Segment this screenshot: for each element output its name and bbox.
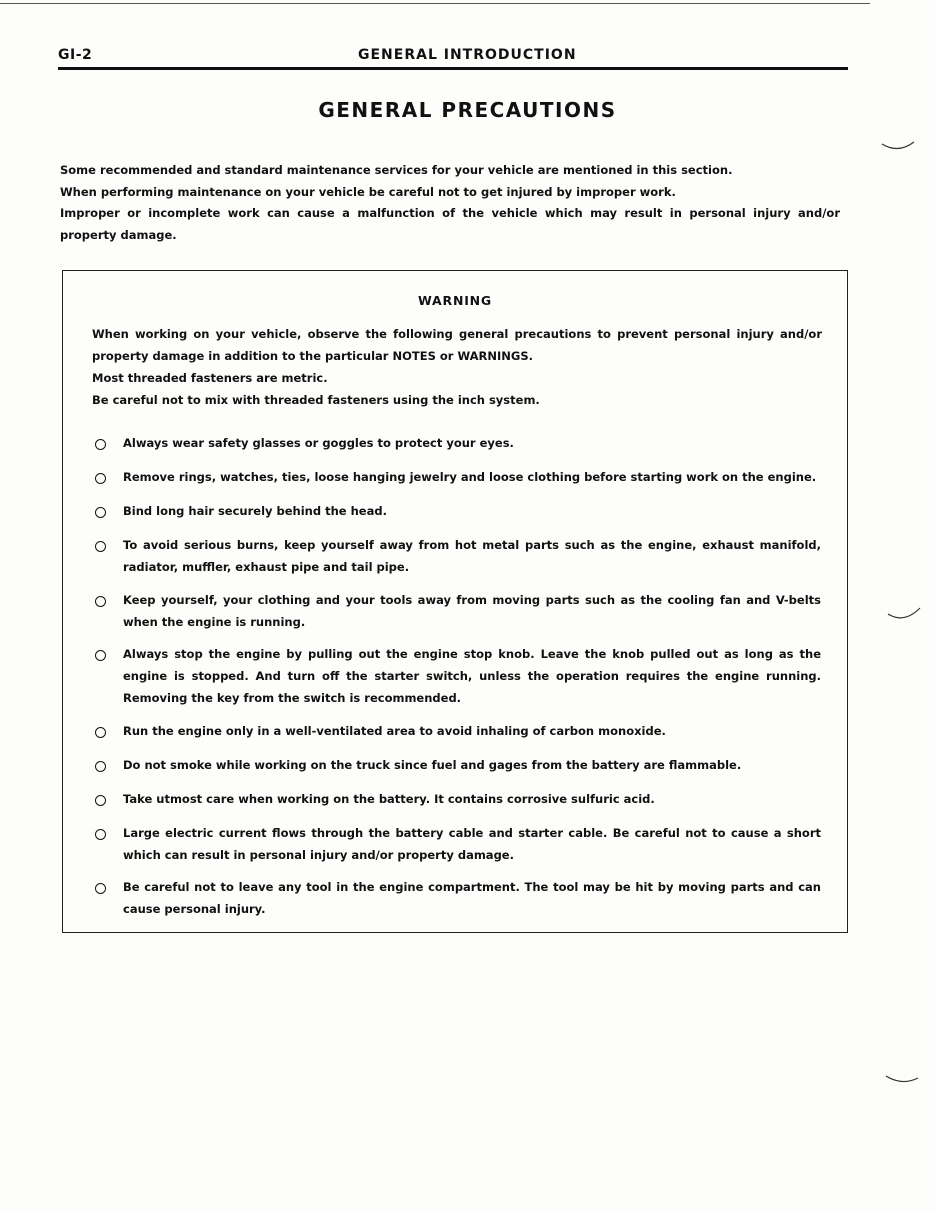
page-number: GI-2 (58, 47, 93, 63)
section-title: GENERAL INTRODUCTION (358, 47, 577, 63)
circle-bullet-icon (95, 473, 106, 484)
warning-paragraph: Most threaded fasteners are metric. (92, 371, 328, 385)
circle-bullet-icon (95, 883, 106, 894)
warning-box (62, 270, 848, 933)
precaution-text: Keep yourself, your clothing and your tools away from moving parts such as the cooling fan and V-belts when the engine is running. (123, 593, 821, 629)
circle-bullet-icon (95, 650, 106, 661)
precaution-text: To avoid serious burns, keep yourself away from hot metal parts such as the engine, exhaust manifold, radiator, muffler, exhaust pipe and tail pipe. (123, 538, 821, 574)
binder-hole-mark-icon (880, 130, 920, 154)
binder-hole-mark-icon (886, 600, 926, 624)
warning-paragraph: When working on your vehicle, observe the following general precautions to prevent personal injury and/or property damage in addition to the particular NOTES or WARNINGS. (92, 327, 822, 363)
circle-bullet-icon (95, 541, 106, 552)
precaution-text: Always stop the engine by pulling out the engine stop knob. Leave the knob pulled out as long as the engine is stopped. And turn off the starter switch, unless the operation requires the engine running. Removing the key from the switch is recommended. (123, 647, 821, 705)
page-title: GENERAL PRECAUTIONS (318, 98, 617, 122)
precaution-text: Always wear safety glasses or goggles to protect your eyes. (123, 436, 514, 450)
binder-hole-mark-icon (884, 1062, 924, 1092)
precaution-text: Take utmost care when working on the battery. It contains corrosive sulfuric acid. (123, 792, 655, 806)
intro-text (60, 160, 840, 246)
precaution-text: Large electric current flows through the battery cable and starter cable. Be careful not to cause a short which can result in personal injury and/or property damage. (123, 826, 821, 862)
warning-title: WARNING (418, 293, 492, 308)
precaution-text: Do not smoke while working on the truck since fuel and gages from the battery are flammable. (123, 758, 742, 772)
circle-bullet-icon (95, 507, 106, 518)
circle-bullet-icon (95, 727, 106, 738)
warning-paragraph: Be careful not to mix with threaded fasteners using the inch system. (92, 393, 540, 407)
scan-top-edge (0, 3, 870, 4)
intro-line: When performing maintenance on your vehicle be careful not to get injured by improper work. (60, 184, 676, 199)
intro-line: Improper or incomplete work can cause a malfunction of the vehicle which may result in personal injury and/or property damage. (60, 206, 840, 242)
warning-text (92, 323, 822, 411)
precaution-text: Remove rings, watches, ties, loose hanging jewelry and loose clothing before starting work on the engine. (123, 470, 817, 484)
circle-bullet-icon (95, 829, 106, 840)
precaution-text: Bind long hair securely behind the head. (123, 504, 387, 518)
precaution-text: Be careful not to leave any tool in the engine compartment. The tool may be hit by moving parts and can cause personal injury. (123, 880, 821, 916)
circle-bullet-icon (95, 795, 106, 806)
circle-bullet-icon (95, 761, 106, 772)
circle-bullet-icon (95, 596, 106, 607)
precaution-text: Run the engine only in a well-ventilated area to avoid inhaling of carbon monoxide. (123, 724, 666, 738)
circle-bullet-icon (95, 439, 106, 450)
intro-line: Some recommended and standard maintenance services for your vehicle are mentioned in this section. (60, 163, 733, 177)
header-rule (58, 67, 848, 70)
